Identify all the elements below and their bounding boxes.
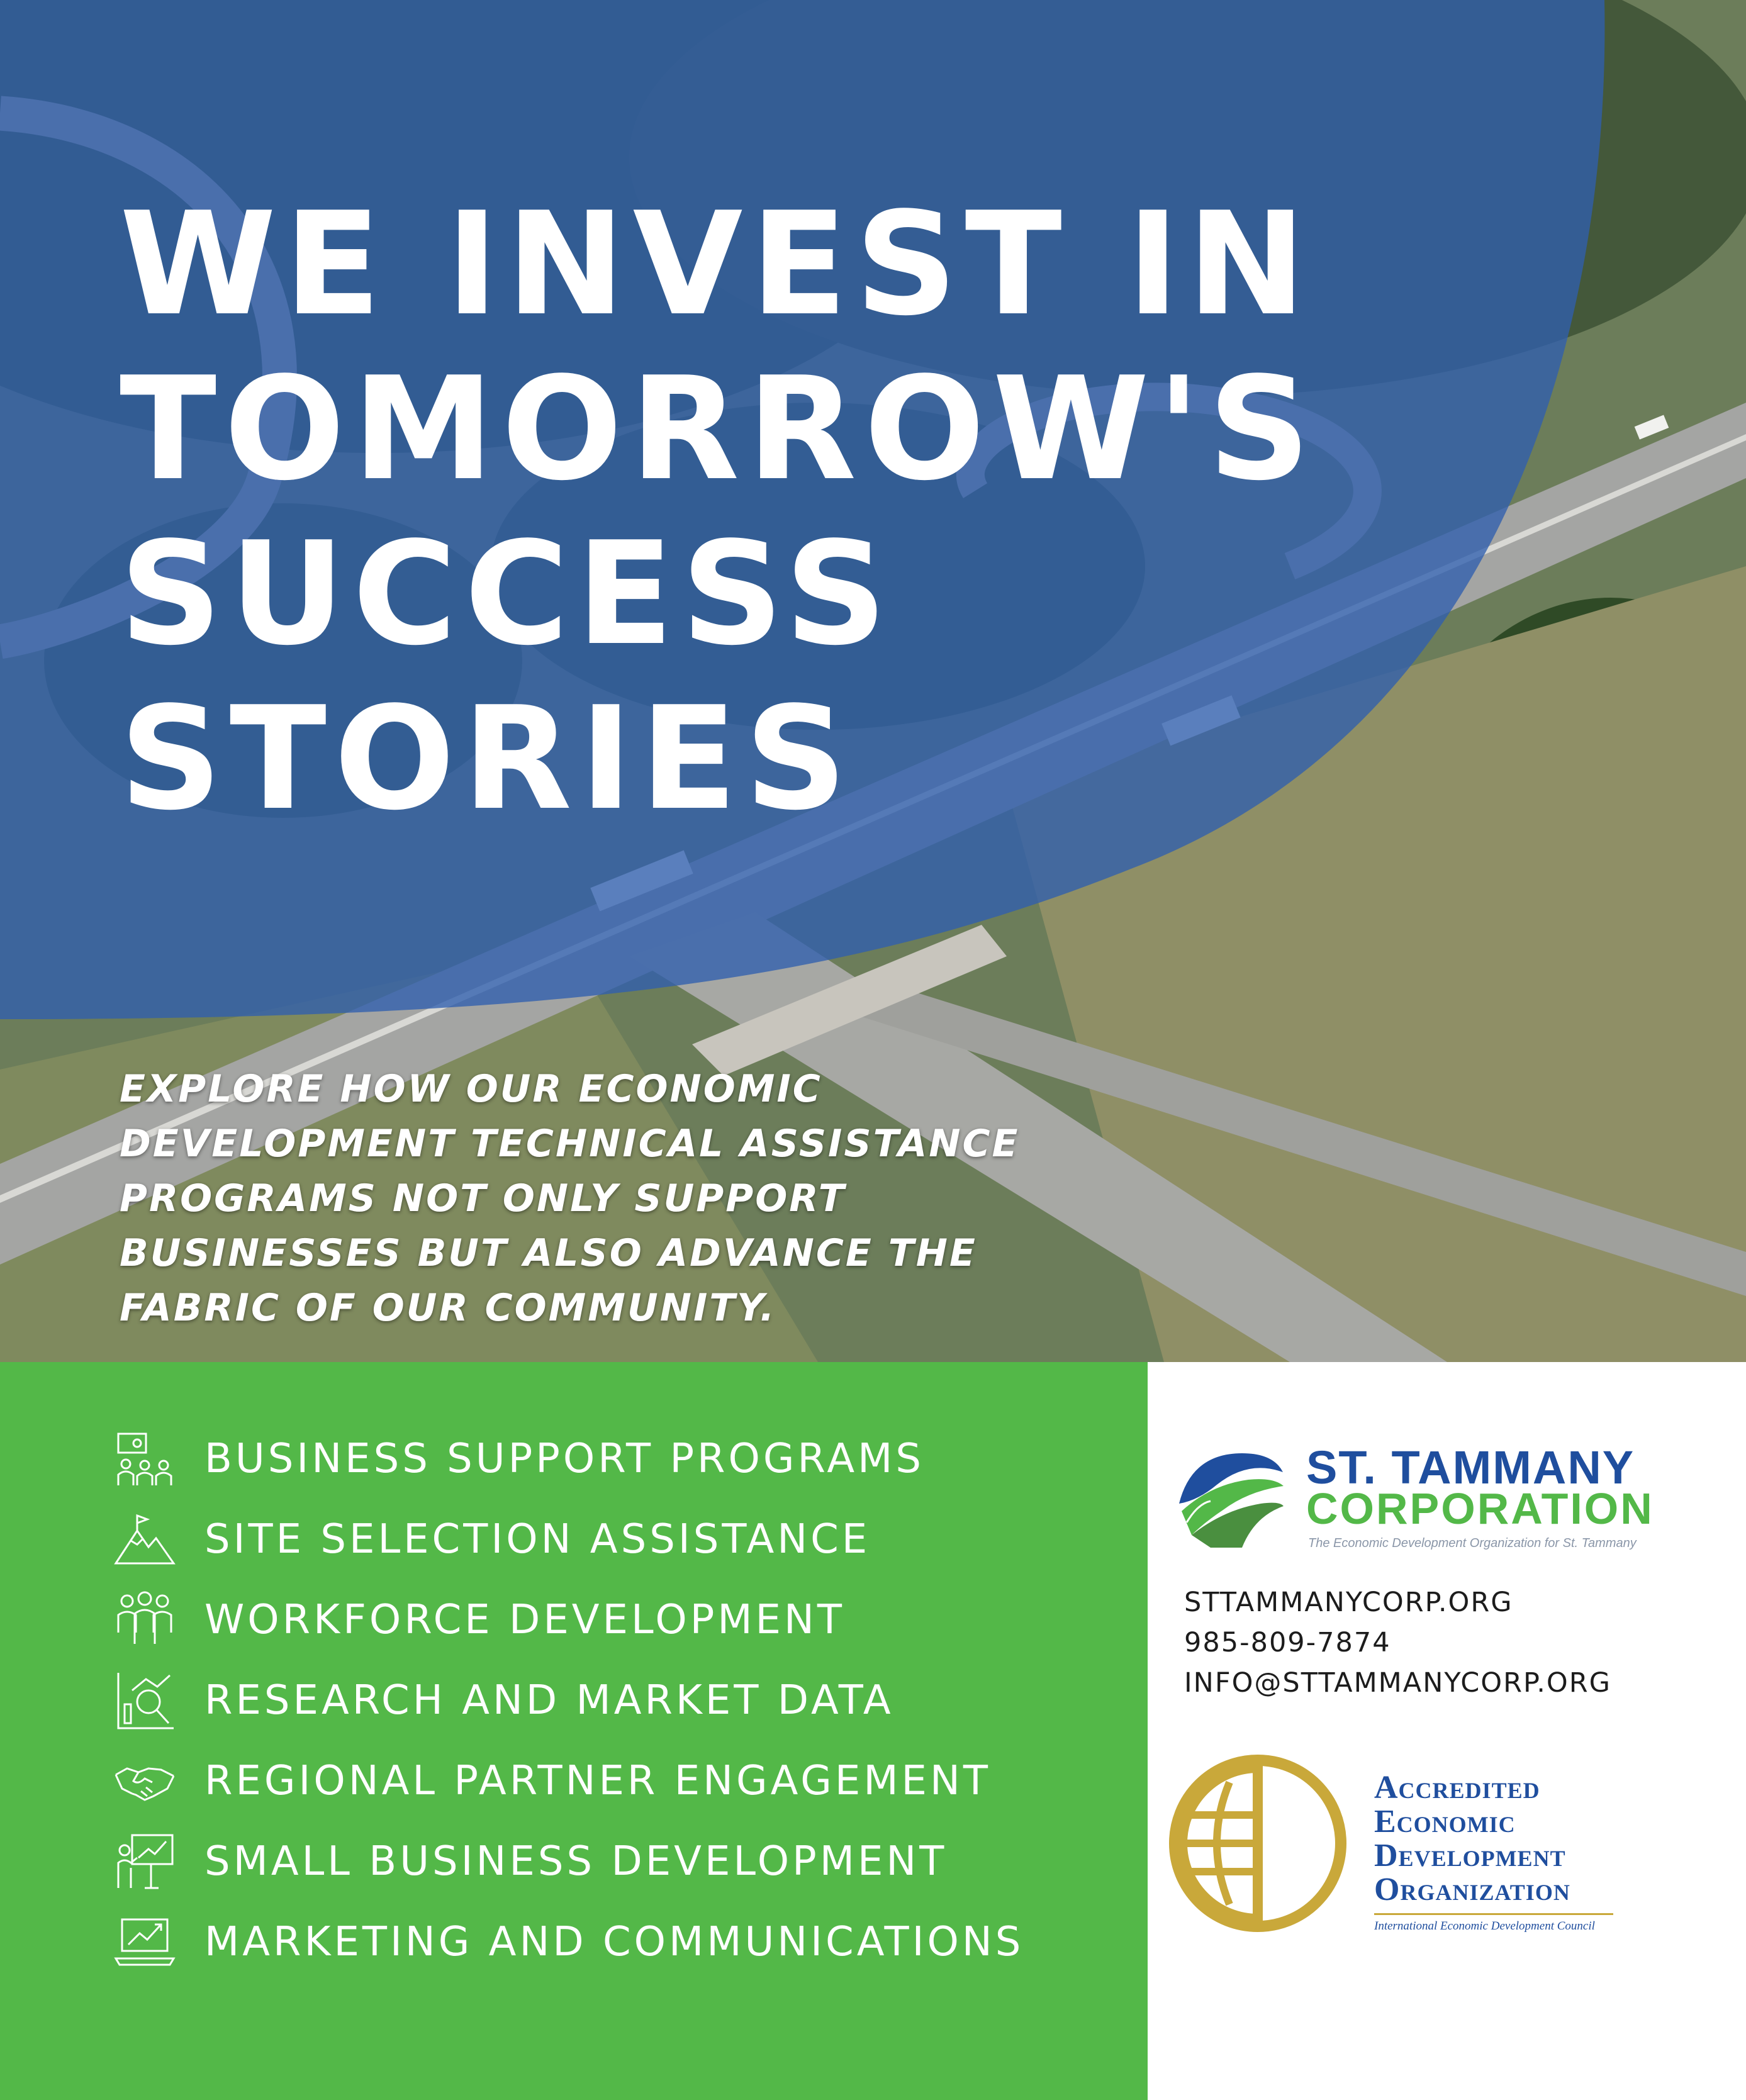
list-item xyxy=(110,1499,1024,1580)
list-item xyxy=(110,1660,1024,1741)
list-item xyxy=(110,1902,1024,1982)
mountain-flag-icon xyxy=(110,1505,179,1574)
email-link[interactable]: INFO@STTAMMANYCORP.ORG xyxy=(1184,1667,1611,1699)
contact-info xyxy=(1184,1582,1611,1703)
intro-line: DEVELOPMENT TECHNICAL ASSISTANCE xyxy=(120,1122,1020,1166)
website-link[interactable]: STTAMMANYCORP.ORG xyxy=(1184,1587,1513,1618)
intro-text xyxy=(120,1062,1126,1336)
logo-name-line2: CORPORATION xyxy=(1306,1484,1654,1533)
service-label: MARKETING AND COMMUNICATIONS xyxy=(204,1919,1024,1965)
people-group-icon xyxy=(110,1585,179,1655)
intro-line: EXPLORE HOW OUR ECONOMIC xyxy=(120,1067,822,1111)
accreditation-line: Economic xyxy=(1374,1804,1516,1840)
phone-number[interactable]: 985-809-7874 xyxy=(1184,1627,1391,1658)
presenter-chart-icon xyxy=(110,1827,179,1896)
list-item xyxy=(110,1821,1024,1902)
service-label: REGIONAL PARTNER ENGAGEMENT xyxy=(204,1758,991,1804)
accreditation-title xyxy=(1374,1771,1570,1907)
service-label: SMALL BUSINESS DEVELOPMENT xyxy=(204,1838,948,1885)
headline-line: SUCCESS xyxy=(120,511,895,677)
st-tammany-logo xyxy=(1173,1441,1739,1567)
list-item xyxy=(110,1741,1024,1821)
headline-line: STORIES xyxy=(120,676,855,842)
service-label: BUSINESS SUPPORT PROGRAMS xyxy=(204,1436,924,1482)
service-label: SITE SELECTION ASSISTANCE xyxy=(204,1516,871,1563)
services-list xyxy=(110,1419,1024,1982)
intro-line: BUSINESSES BUT ALSO ADVANCE THE xyxy=(120,1231,977,1275)
divider xyxy=(1374,1913,1613,1915)
laptop-chart-icon xyxy=(110,1907,179,1977)
headline-line: TOMORROW'S xyxy=(120,347,1318,512)
accreditation-caption: International Economic Development Council xyxy=(1374,1919,1595,1933)
logo-name-line1: ST. TAMMANY xyxy=(1306,1441,1635,1494)
logo-tagline: The Economic Development Organization for St. Tammany xyxy=(1308,1536,1637,1550)
accreditation-line: Organization xyxy=(1374,1872,1570,1907)
presentation-group-icon xyxy=(110,1424,179,1494)
service-label: RESEARCH AND MARKET DATA xyxy=(204,1677,894,1724)
globe-seal-icon xyxy=(1167,1752,1349,1935)
intro-line: PROGRAMS NOT ONLY SUPPORT xyxy=(120,1176,846,1220)
headline xyxy=(120,182,1318,842)
accreditation-line: Development xyxy=(1374,1838,1566,1874)
accreditation-line: Accredited xyxy=(1374,1770,1540,1806)
chart-magnifier-icon xyxy=(110,1666,179,1735)
handshake-icon xyxy=(110,1746,179,1816)
list-item xyxy=(110,1580,1024,1660)
accreditation-badge xyxy=(1167,1752,1733,1960)
contact-panel xyxy=(1148,1362,1746,2100)
headline-line: WE INVEST IN xyxy=(120,182,1314,347)
service-label: WORKFORCE DEVELOPMENT xyxy=(204,1597,845,1643)
services-panel xyxy=(0,1362,1148,2100)
intro-line: FABRIC OF OUR COMMUNITY. xyxy=(120,1286,776,1330)
list-item xyxy=(110,1419,1024,1499)
logo-emblem-icon xyxy=(1173,1441,1286,1554)
